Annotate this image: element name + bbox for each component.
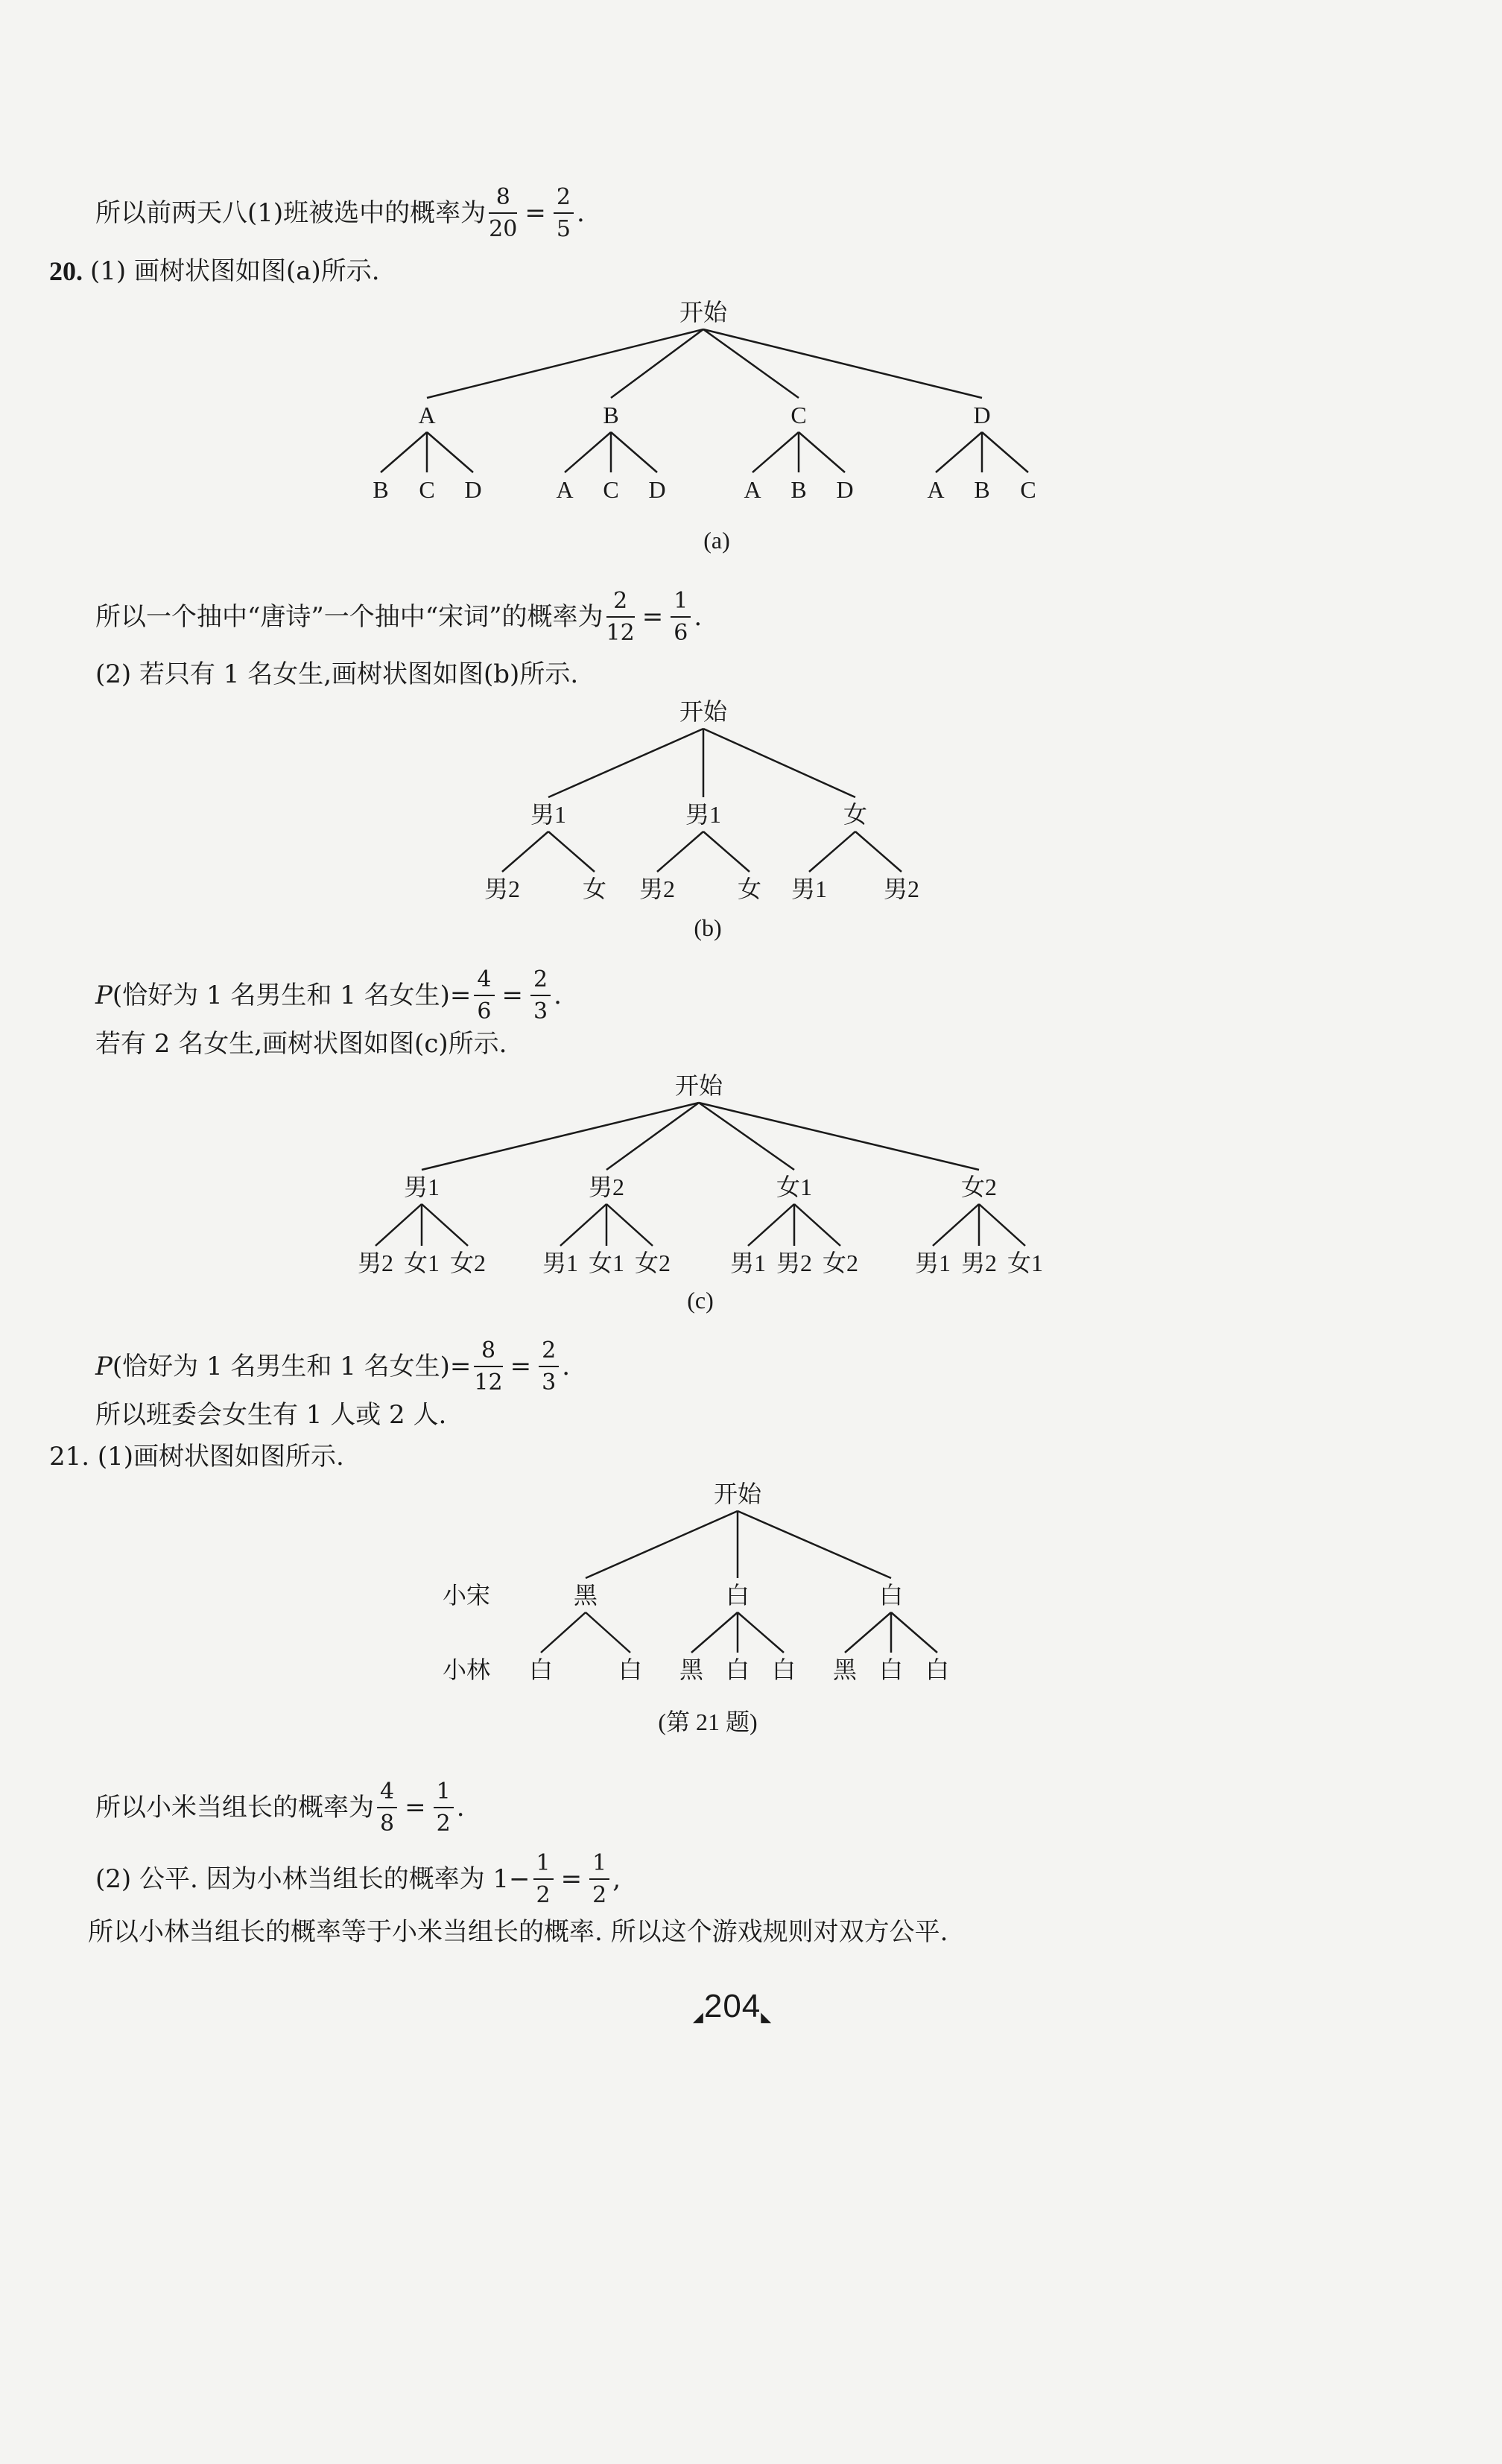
text-line-7 (95, 1338, 570, 1395)
numerator: 2 (542, 1337, 557, 1364)
text-line-3 (95, 589, 702, 645)
equals: = (525, 198, 546, 228)
tree-node-level2: 白 (725, 1656, 750, 1683)
denominator: 2 (434, 1807, 454, 1836)
text-line-10 (95, 1779, 465, 1836)
period: . (562, 1352, 570, 1381)
probability-symbol: P (95, 981, 113, 1010)
tree-branch (703, 329, 982, 398)
text: (恰好为 1 名男生和 1 名女生)= (112, 1352, 472, 1381)
tree-node-level2: 女2 (822, 1250, 859, 1276)
tree-node-level1: 男1 (403, 1174, 440, 1200)
figure-caption: (a) (703, 527, 730, 554)
tree-branch (933, 1204, 979, 1246)
tree-node-level2: 男2 (960, 1250, 998, 1276)
tree-root: 开始 (679, 299, 728, 326)
text: (2) 公平. 因为小林当组长的概率为 1− (95, 1864, 530, 1894)
numerator: 2 (613, 588, 628, 614)
text: 所以班委会女生有 1 人或 2 人. (95, 1400, 447, 1430)
fraction (533, 1851, 554, 1907)
denominator: 6 (474, 995, 494, 1024)
tree-node-level2: 黑 (832, 1656, 858, 1683)
tree-branch (845, 1612, 891, 1653)
tree-branch (699, 1103, 979, 1170)
tree-node-level2: C (1020, 476, 1036, 503)
tree-root: 开始 (713, 1480, 762, 1507)
tree-node-level1: 男1 (530, 801, 567, 828)
denominator: 12 (606, 616, 635, 645)
equals: = (510, 1352, 532, 1381)
text-line-4 (95, 659, 579, 689)
tree-node-level2: 女 (582, 875, 607, 902)
denominator: 3 (530, 995, 551, 1024)
tree-branch (699, 1103, 794, 1170)
tree-branch (738, 1511, 891, 1578)
tree-branch (657, 832, 703, 872)
text: 所以一个抽中“唐诗”一个抽中“宋词”的概率为 (95, 602, 603, 632)
tree-node-level1: 黑 (573, 1582, 598, 1609)
tree-branch (703, 329, 799, 398)
tree-branch (979, 1204, 1025, 1246)
numerator: 1 (536, 1850, 551, 1876)
tree-branch (560, 1204, 606, 1246)
tree-node-level1: C (790, 402, 807, 428)
text-line-6 (95, 1031, 507, 1057)
tree-node-level2: 男2 (776, 1250, 813, 1276)
numerator: 1 (436, 1779, 451, 1805)
tree-node-level2: 男2 (638, 875, 676, 902)
figure-caption: (第 21 题) (658, 1708, 758, 1735)
tree-node-level1: 男1 (685, 801, 722, 828)
tree-node-level2: C (419, 476, 435, 503)
figure-caption: (b) (694, 914, 722, 941)
tree-node-level1: 女1 (776, 1174, 813, 1200)
numerator: 1 (592, 1850, 607, 1876)
probability-symbol: P (95, 1352, 113, 1381)
tree-node-level2: 男2 (883, 875, 920, 902)
tree-node-level2: A (556, 476, 574, 503)
tree-node-level2: 白 (528, 1656, 554, 1683)
row-label-xiaolin: 小林 (442, 1656, 491, 1683)
tree-node-level2: 女1 (1007, 1250, 1044, 1276)
tree-node-level2: D (836, 476, 854, 503)
tree-branch (376, 1204, 422, 1246)
numerator: 4 (477, 966, 492, 992)
tree-node-level2: B (974, 476, 990, 503)
equals: = (405, 1793, 426, 1822)
question-21-part-1 (49, 1442, 344, 1472)
tree-node-level2: 白 (618, 1656, 643, 1683)
tree-branch (703, 832, 750, 872)
tree-branch (422, 1204, 468, 1246)
tree-branch (855, 832, 901, 872)
tree-node-level1: 男2 (588, 1174, 625, 1200)
fraction (589, 1851, 609, 1907)
fraction (474, 967, 494, 1024)
tree-node-level2: A (744, 476, 761, 503)
fraction (606, 589, 635, 645)
tree-node-level1: 女2 (960, 1174, 998, 1200)
tree-node-level2: 白 (925, 1656, 950, 1683)
tree-node-level2: A (927, 476, 945, 503)
tree-branch (738, 1612, 784, 1653)
tree-root: 开始 (674, 1072, 723, 1099)
fraction (671, 589, 691, 645)
question-number: 20. (49, 256, 83, 286)
tree-node-level2: 女2 (449, 1250, 487, 1276)
text: 所以小米当组长的概率为 (95, 1793, 374, 1822)
tree-node-level2: 白 (771, 1656, 796, 1683)
tree-node-level2: 男2 (484, 875, 521, 902)
fraction (539, 1338, 559, 1395)
figure-caption: (c) (687, 1287, 714, 1314)
tree-node-level2: C (603, 476, 619, 503)
tree-branch (936, 432, 982, 472)
tree-node-level2: D (464, 476, 482, 503)
equals: = (560, 1864, 583, 1894)
text: 所以小林当组长的概率等于小米当组长的概率. 所以这个游戏规则对双方公平. (88, 1917, 948, 1947)
numerator: 1 (674, 588, 688, 614)
period: . (456, 1793, 465, 1822)
tree-node-level2: 黑 (679, 1656, 704, 1683)
text-line-8 (95, 1402, 446, 1428)
tree-node-level2: 女2 (634, 1250, 671, 1276)
period: . (576, 198, 585, 228)
numerator: 4 (380, 1779, 395, 1805)
text: (恰好为 1 名男生和 1 名女生)= (112, 981, 472, 1010)
period: . (694, 602, 703, 632)
tree-branch (691, 1612, 738, 1653)
denominator: 2 (533, 1878, 554, 1907)
fraction (434, 1779, 454, 1836)
tree-root: 开始 (679, 698, 728, 725)
tree-branch (548, 729, 703, 797)
tree-node-level1: 白 (878, 1582, 904, 1609)
tree-node-level1: D (973, 402, 991, 428)
tree-branch (422, 1103, 699, 1170)
tree-branch (427, 329, 703, 398)
tree-node-level2: 女1 (403, 1250, 440, 1276)
tree-node-level2: 白 (878, 1656, 904, 1683)
tree-node-level1: B (603, 402, 619, 428)
tree-branch (502, 832, 548, 872)
tree-branch (586, 1511, 738, 1578)
tree-branch (427, 432, 473, 472)
denominator: 20 (489, 212, 517, 241)
comma: , (612, 1864, 621, 1894)
numerator: 8 (481, 1337, 496, 1364)
triangle-left-icon: ◢ (693, 2009, 704, 2024)
denominator: 6 (671, 616, 691, 645)
tree-node-level2: 女 (737, 875, 762, 902)
tree-branch (982, 432, 1028, 472)
text-line-11 (95, 1851, 621, 1907)
tree-branch (611, 329, 703, 398)
tree-node-level2: B (790, 476, 807, 503)
page-number-text: 204 (703, 1988, 761, 2024)
tree-node-level2: B (373, 476, 389, 503)
tree-branch (809, 832, 855, 872)
tree-node-level2: 男1 (729, 1250, 767, 1276)
denominator: 12 (474, 1366, 502, 1395)
tree-branch (611, 432, 657, 472)
tree-branch (891, 1612, 937, 1653)
denominator: 8 (377, 1807, 397, 1836)
fraction (377, 1779, 397, 1836)
equals: = (501, 981, 523, 1010)
tree-branch (752, 432, 799, 472)
numerator: 8 (495, 184, 510, 210)
fraction (530, 967, 551, 1024)
tree-node-level2: 女1 (588, 1250, 625, 1276)
equals: = (641, 602, 664, 632)
text-line-5 (95, 967, 562, 1024)
text: 21. (1)画树状图如图所示. (49, 1442, 344, 1472)
numerator: 2 (556, 184, 571, 210)
tree-node-level2: 男1 (542, 1250, 579, 1276)
denominator: 3 (539, 1366, 559, 1395)
tree-node-level1: 白 (725, 1582, 750, 1609)
tree-node-level2: D (648, 476, 666, 503)
tree-branch (541, 1612, 586, 1653)
tree-node-level2: 男2 (357, 1250, 394, 1276)
page-number (693, 1988, 772, 2025)
denominator: 2 (589, 1878, 609, 1907)
tree-branch (703, 729, 855, 797)
text: (2) 若只有 1 名女生,画树状图如图(b)所示. (95, 659, 579, 689)
denominator: 5 (554, 212, 574, 241)
triangle-right-icon: ◣ (761, 2009, 773, 2024)
tree-node-level2: 男1 (790, 875, 828, 902)
text: 所以前两天八(1)班被选中的概率为 (95, 198, 487, 228)
tree-branch (748, 1204, 794, 1246)
tree-branch (606, 1103, 699, 1170)
tree-branch (381, 432, 427, 472)
tree-node-level1: A (418, 402, 436, 428)
numerator: 2 (533, 966, 548, 992)
tree-branch (565, 432, 611, 472)
row-label-xiaosong: 小宋 (442, 1582, 491, 1609)
tree-branch (606, 1204, 653, 1246)
tree-node-level2: 男1 (914, 1250, 951, 1276)
text: (1) 画树状图如图(a)所示. (90, 256, 380, 286)
tree-branch (799, 432, 845, 472)
tree-branch (586, 1612, 630, 1653)
tree-node-level1: 女 (843, 801, 868, 828)
text: 若有 2 名女生,画树状图如图(c)所示. (95, 1029, 507, 1059)
text-line-12 (88, 1919, 948, 1945)
tree-branch (548, 832, 595, 872)
tree-branch (794, 1204, 840, 1246)
fraction (474, 1338, 502, 1395)
period: . (554, 981, 562, 1010)
